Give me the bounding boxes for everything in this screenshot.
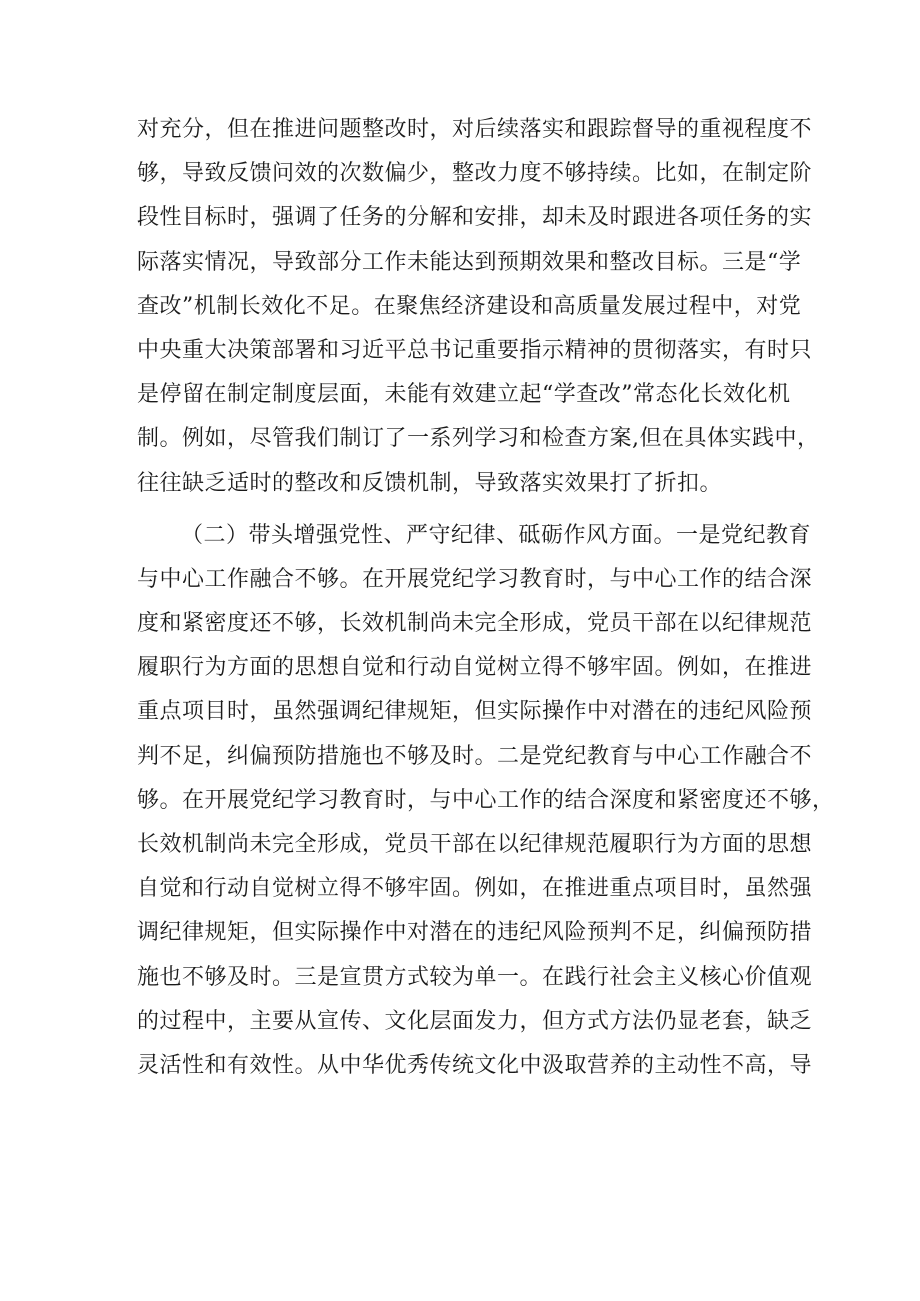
paragraph-line: 履职行为方面的思想自觉和行动自觉树立得不够牢固。例如，在推进 [137, 655, 813, 681]
paragraph-line: 往往缺乏适时的整改和反馈机制，导致落实效果打了折扣。 [137, 470, 723, 496]
paragraph-line: 够，导致反馈问效的次数偏少，整改力度不够持续。比如，在制定阶 [137, 161, 813, 187]
paragraph-line: 的过程中，主要从宣传、文化层面发力，但方式方法仍显老套，缺乏 [137, 1008, 813, 1034]
document-body [137, 108, 835, 1088]
paragraph-line: 对充分，但在推进问题整改时，对后续落实和跟踪督导的重视程度不 [137, 117, 813, 142]
paragraph-line: 灵活性和有效性。从中华优秀传统文化中汲取营养的主动性不高，导 [137, 1052, 813, 1078]
paragraph-line: 自觉和行动自觉树立得不够牢固。例如，在推进重点项目时，虽然强 [137, 876, 813, 902]
paragraph-line: 段性目标时，强调了任务的分解和安排，却未及时跟进各项任务的实 [137, 205, 813, 231]
paragraph-1 [137, 108, 820, 506]
paragraph-line: 与中心工作融合不够。在开展党纪学习教育时，与中心工作的结合深 [137, 566, 813, 592]
paragraph-line: 够。在开展党纪学习教育时，与中心工作的结合深度和紧密度还不够， [137, 787, 835, 813]
paragraph-line: 是停留在制定制度层面，未能有效建立起“学查改”常态化长效化机 [137, 382, 791, 408]
paragraph-line: 际落实情况，导致部分工作未能达到预期效果和整改目标。三是“学 [137, 249, 802, 275]
paragraph-line: 重点项目时，虽然强调纪律规矩，但实际操作中对潜在的违纪风险预 [137, 699, 813, 725]
paragraph-line: 施也不够及时。三是宣贯方式较为单一。在践行社会主义核心价值观 [137, 964, 813, 990]
paragraph-spacer [137, 506, 797, 514]
paragraph-line: （二）带头增强党性、严守纪律、砥砺作风方面。一是党纪教育 [181, 522, 812, 548]
paragraph-line: 中央重大决策部署和习近平总书记重要指示精神的贯彻落实，有时只 [137, 337, 813, 363]
paragraph-line: 度和紧密度还不够，长效机制尚未完全形成，党员干部在以纪律规范 [137, 611, 813, 637]
paragraph-line: 判不足，纠偏预防措施也不够及时。二是党纪教育与中心工作融合不 [137, 743, 813, 769]
paragraph-line: 查改”机制长效化不足。在聚焦经济建设和高质量发展过程中，对党 [137, 293, 802, 319]
paragraph-2 [137, 514, 835, 1088]
paragraph-line: 长效机制尚未完全形成，党员干部在以纪律规范履职行为方面的思想 [137, 832, 813, 857]
paragraph-line: 制。例如，尽管我们制订了一系列学习和检查方案,但在具体实践中， [137, 426, 820, 452]
paragraph-line: 调纪律规矩，但实际操作中对潜在的违纪风险预判不足，纠偏预防措 [137, 920, 813, 946]
